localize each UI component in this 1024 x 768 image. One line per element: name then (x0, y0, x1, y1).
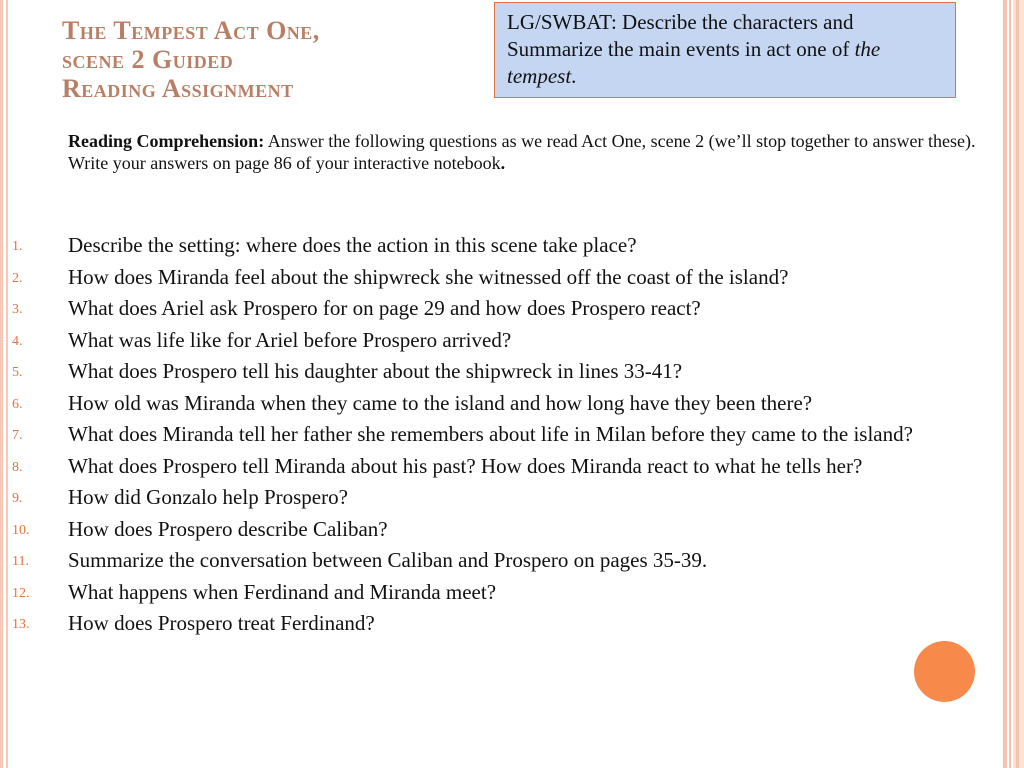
question-number: 4. (12, 333, 23, 349)
question-number: 1. (12, 239, 23, 254)
question-item (0, 359, 1000, 383)
learning-goal-period: . (571, 64, 577, 88)
reading-comprehension-period: . (500, 153, 506, 173)
question-item (0, 517, 1000, 541)
learning-goal-box (494, 2, 956, 98)
question-text: What does Prospero tell Miranda about his past? How does Miranda react to what he tells her? (68, 453, 863, 478)
question-text: How did Gonzalo help Prospero? (68, 485, 348, 509)
reading-comprehension-instructions (68, 130, 1003, 174)
question-number: 6. (12, 396, 23, 412)
question-number: 13. (12, 617, 30, 632)
slide-number-circle (914, 641, 975, 702)
question-number: 11. (12, 554, 29, 569)
question-number: 8. (12, 459, 23, 475)
title-line-1: The Tempest Act One, (62, 16, 320, 45)
slide-title (62, 16, 482, 103)
question-text: What happens when Ferdinand and Miranda meet? (68, 579, 497, 604)
question-text: How does Prospero describe Caliban? (68, 516, 388, 541)
learning-goal-book-title: the tempest (507, 37, 881, 88)
question-text: How does Prospero treat Ferdinand? (68, 611, 375, 635)
title-line-3: Reading Assignment (62, 74, 294, 103)
question-item (0, 485, 1000, 509)
question-number: 3. (12, 302, 23, 317)
question-text: How old was Miranda when they came to the island and how long have they been there? (68, 390, 813, 415)
question-text: What does Miranda tell her father she remembers about life in Milan before they came to the island? (68, 422, 913, 446)
question-number: 10. (12, 522, 30, 538)
question-item (0, 233, 1000, 257)
question-item (0, 611, 1000, 635)
question-item (0, 548, 1000, 572)
question-item (0, 422, 1000, 446)
question-item (0, 328, 1000, 352)
question-number: 2. (12, 270, 23, 286)
question-number: 5. (12, 365, 23, 380)
reading-comprehension-text: Answer the following questions as we read Act One, scene 2 (we’ll stop together to answer these). Write your answers on page 86 of your interactive notebook (68, 131, 976, 173)
question-item (0, 454, 1000, 478)
right-border-line (1009, 0, 1011, 768)
title-line-2: scene 2 Guided (62, 45, 234, 74)
question-text: How does Miranda feel about the shipwreck she witnessed off the coast of the island? (68, 264, 789, 289)
question-item (0, 580, 1000, 604)
question-number: 9. (12, 491, 23, 506)
question-text: Summarize the conversation between Caliban and Prospero on pages 35-39. (68, 548, 708, 572)
question-item (0, 296, 1000, 320)
learning-goal-text: LG/SWBAT: Describe the characters and Summarize the main events in act one of (507, 10, 855, 61)
reading-comprehension-label: Reading Comprehension: (68, 131, 265, 151)
question-text: Describe the setting: where does the action in this scene take place? (68, 233, 637, 257)
right-border-bar (1003, 0, 1007, 768)
question-text: What was life like for Ariel before Prospero arrived? (68, 327, 512, 352)
question-number: 12. (12, 585, 30, 601)
question-item (0, 265, 1000, 289)
question-list (0, 233, 1000, 643)
question-number: 7. (12, 428, 23, 443)
question-text: What does Prospero tell his daughter about the shipwreck in lines 33-41? (68, 359, 683, 383)
question-text: What does Ariel ask Prospero for on page 29 and how does Prospero react? (68, 296, 701, 320)
question-item (0, 391, 1000, 415)
right-border-stripe (1016, 0, 1019, 768)
